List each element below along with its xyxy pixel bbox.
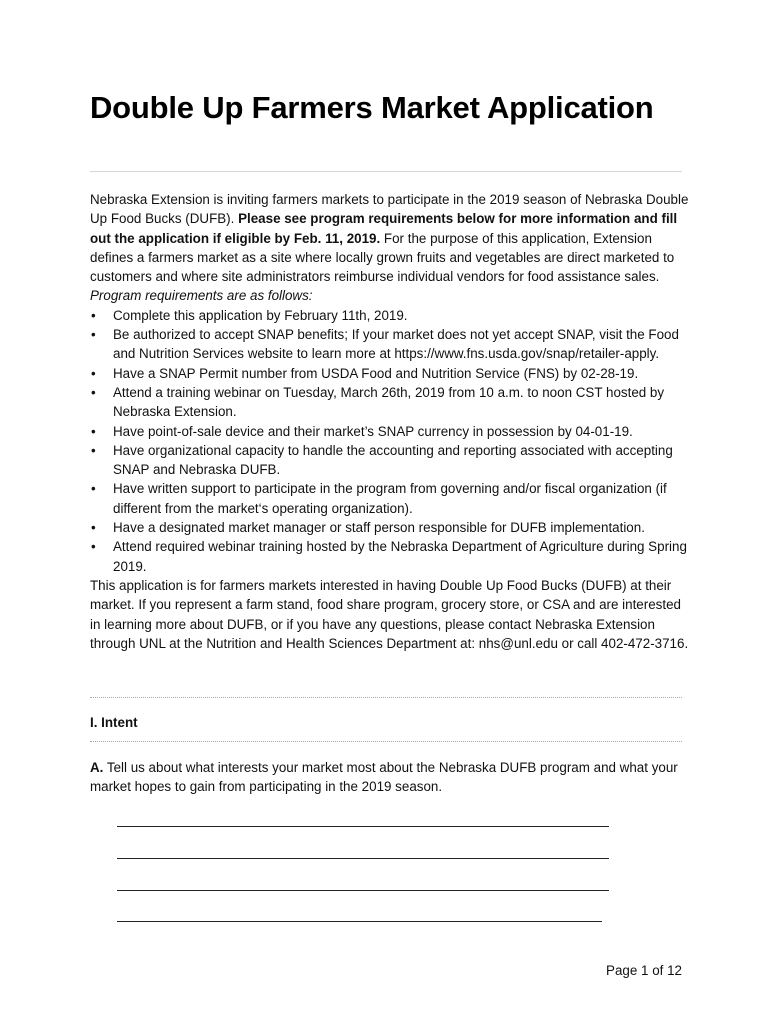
question-label: A. bbox=[90, 760, 104, 775]
answer-line-4[interactable] bbox=[117, 921, 602, 922]
list-item bbox=[90, 383, 690, 422]
requirement-text: Have organizational capacity to handle the accounting and reporting associated with accepting SNAP and Nebraska DUFB. bbox=[113, 442, 673, 478]
requirement-text: Have a designated market manager or staff person responsible for DUFB implementation. bbox=[113, 520, 645, 536]
title-divider bbox=[90, 171, 682, 172]
requirement-text: Be authorized to accept SNAP benefits; If your market does not yet accept SNAP, visit the Food and Nutrition Services website to learn more at https://www.fns.usda.gov/snap/retailer-apply. bbox=[113, 327, 679, 362]
section-divider-bottom bbox=[90, 741, 682, 742]
requirement-text: Attend required webinar training hosted by the Nebraska Department of Agriculture during Spring 2019. bbox=[113, 539, 687, 574]
list-item bbox=[90, 306, 690, 325]
bullet-icon: • bbox=[91, 539, 96, 555]
list-item bbox=[90, 325, 690, 364]
requirements-lead-in: Program requirements are as follows: bbox=[90, 288, 313, 304]
question-a bbox=[90, 758, 690, 797]
list-item bbox=[90, 518, 690, 537]
document-title: Double Up Farmers Market Application bbox=[90, 90, 654, 125]
bullet-icon: • bbox=[91, 307, 96, 323]
bullet-icon: • bbox=[91, 442, 96, 458]
bullet-icon: • bbox=[91, 384, 96, 400]
requirement-text: Have point-of-sale device and their market’s SNAP currency in possession by 04-01-19. bbox=[113, 423, 633, 439]
list-item bbox=[90, 537, 690, 576]
requirements-list bbox=[90, 306, 690, 576]
intro-text: Nebraska Extension is inviting farmers markets to participate in the 2019 season of Nebraska Double Up Food Bucks (DUFB). bbox=[90, 192, 689, 227]
section-divider-top bbox=[90, 697, 682, 698]
intro-section bbox=[90, 190, 690, 653]
bullet-icon: • bbox=[91, 481, 96, 497]
list-item bbox=[90, 364, 690, 383]
closing-paragraph: This application is for farmers markets interested in having Double Up Food Bucks (DUFB) at their market. If you represent a farm stand, food share program, grocery store, or CSA and are interested in learning more about DUFB, or if you have any questions, please contact Nebraska Extension through UNL at the Nutrition and Health Sciences Department at: nhs@unl.edu or call 402-472-3716. bbox=[90, 577, 689, 651]
list-item bbox=[90, 441, 690, 480]
intro-bold-text: Please see program requirements below for more information and fill out the application if eligible by Feb. 11, 2019. bbox=[90, 211, 678, 246]
requirement-text: Have written support to participate in the program from governing and/or fiscal organization (if different from the market‘s operating organization). bbox=[113, 481, 667, 516]
list-item bbox=[90, 479, 690, 518]
question-text: Tell us about what interests your market most about the Nebraska DUFB program and what your market hopes to gain from participating in the 2019 season. bbox=[90, 760, 678, 795]
intro-paragraph bbox=[90, 190, 690, 306]
list-item bbox=[90, 422, 690, 441]
page-number: Page 1 of 12 bbox=[606, 963, 682, 978]
bullet-icon: • bbox=[91, 365, 96, 381]
answer-line-2[interactable] bbox=[117, 858, 609, 859]
bullet-icon: • bbox=[91, 520, 96, 536]
requirement-text: Attend a training webinar on Tuesday, March 26th, 2019 from 10 a.m. to noon CST hosted by Nebraska Extension. bbox=[113, 384, 665, 420]
intro-text-continued: For the purpose of this application, Extension defines a farmers market as a site where locally grown fruits and vegetables are direct marketed to customers and where site administrators reimburse individual vendors for food assistance sales. bbox=[90, 230, 675, 285]
answer-line-3[interactable] bbox=[117, 890, 609, 891]
requirement-text: Have a SNAP Permit number from USDA Food and Nutrition Service (FNS) by 02-28-19. bbox=[113, 365, 639, 381]
bullet-icon: • bbox=[91, 327, 96, 343]
requirement-text: Complete this application by February 11th, 2019. bbox=[113, 307, 408, 323]
answer-line-1[interactable] bbox=[117, 826, 609, 827]
bullet-icon: • bbox=[91, 423, 96, 439]
section-heading-intent: I. Intent bbox=[90, 715, 138, 730]
